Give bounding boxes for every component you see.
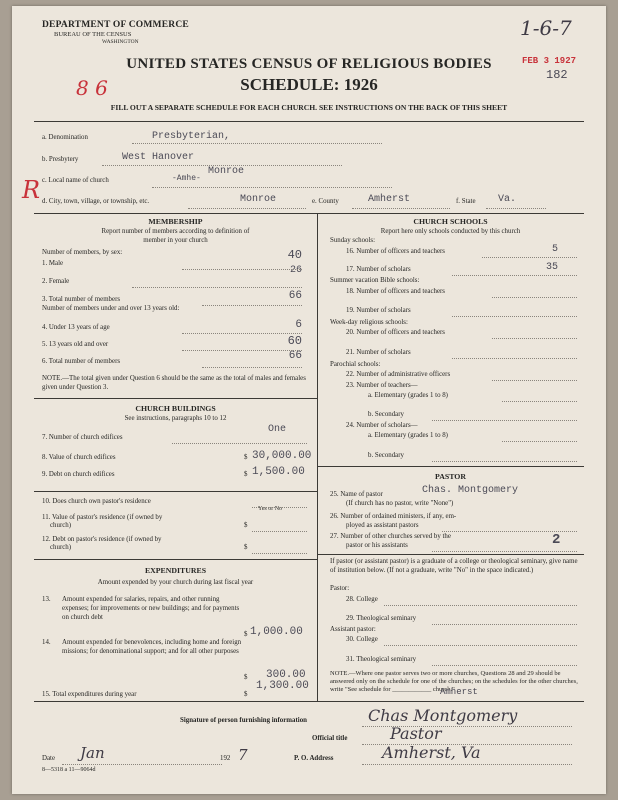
presbytery-label: b. Presbytery — [42, 156, 79, 163]
total-members-label: 3. Total number of members — [42, 296, 121, 303]
location-label: WASHINGTON — [102, 39, 139, 45]
denomination-value: Presbyterian, — [152, 131, 231, 142]
under-13-value: 6 — [295, 319, 302, 331]
membership-instruction-2: member in your church — [143, 237, 208, 244]
q26-label-2: ployed as assistant pastors — [346, 522, 419, 529]
benevolences-label: Amount expended for benevolences, including home and foreign missions; for denominational support; and for all other purposes — [62, 639, 242, 655]
sunday-schools-label: Sunday schools: — [330, 237, 375, 244]
signature-value: Chas Montgomery — [368, 706, 518, 725]
po-address-value: Amherst, Va — [382, 743, 481, 762]
yes-or-no-label: Yes or No — [258, 506, 283, 512]
q23-label: 23. Number of teachers— — [346, 382, 418, 389]
total-members-age-label: 6. Total number of members — [42, 358, 121, 365]
dollar-sign-14: $ — [244, 674, 248, 681]
q22-label: 22. Number of administrative officers — [346, 371, 451, 378]
year-prefix: 192 — [220, 755, 231, 762]
department-label: DEPARTMENT OF COMMERCE — [42, 20, 189, 30]
year-suffix: 7 — [238, 746, 248, 764]
q31-label: 31. Theological seminary — [346, 656, 417, 663]
denomination-label: a. Denomination — [42, 134, 88, 141]
county-label: e. County — [312, 198, 339, 205]
membership-note: NOTE.—The total given under Question 6 should be the same as the total of males and females given under Question 3. — [42, 375, 306, 391]
date-value: Jan — [80, 744, 105, 762]
summer-schools-label: Summer vacation Bible schools: — [330, 277, 420, 284]
dollar-sign-12: $ — [244, 544, 248, 551]
pastor-residence-label: 10. Does church own pastor's residence — [42, 498, 151, 505]
q16-value: 5 — [551, 244, 558, 255]
expenditures-instruction: Amount expended by your church during last fiscal year — [97, 579, 254, 586]
benevolences-amount: 300.00 — [266, 669, 306, 681]
church-schools-heading: CHURCH SCHOOLS — [413, 217, 488, 226]
debt-label: 9. Debt on church edifices — [42, 471, 115, 478]
salaries-number: 13. — [42, 596, 51, 603]
membership-heading: MEMBERSHIP — [148, 217, 203, 226]
dollar-sign-9: $ — [244, 471, 248, 478]
state-value: Va. — [498, 194, 517, 205]
graduate-instruction: If pastor (or assistant pastor) is a graduate of a college or theological seminary, give name of institution below. (If not a graduate, write "No" in the space indicated.) — [330, 558, 578, 574]
date-label: Date — [42, 755, 56, 762]
pastor-name: Chas. Montgomery — [422, 485, 519, 496]
signature-label: Signature of person furnishing information — [180, 717, 307, 724]
total-members-value: 66 — [288, 290, 302, 302]
edifices-value-amount: 30,000.00 — [252, 450, 312, 462]
debt-amount: 1,500.00 — [252, 466, 305, 478]
membership-age-label: Number of members under and over 13 years old: — [42, 305, 180, 312]
schedule-title: SCHEDULE: 1926 — [240, 75, 378, 94]
pastor-heading: PASTOR — [435, 472, 466, 481]
male-label: 1. Male — [42, 260, 64, 267]
residence-debt-label-2: church) — [50, 544, 72, 551]
over-13-label: 5. 13 years old and over — [42, 341, 109, 348]
struck-text: -Amhe- — [172, 174, 201, 183]
census-form — [12, 6, 606, 794]
q20-label: 20. Number of officers and teachers — [346, 329, 445, 336]
q24a-label: a. Elementary (grades 1 to 8) — [368, 432, 448, 439]
presbytery-value: West Hanover — [122, 152, 195, 163]
total-expenditures-label: 15. Total expenditures during year — [42, 691, 137, 698]
official-title-label: Official title — [312, 735, 348, 742]
edifices-value-label: 8. Value of church edifices — [42, 454, 116, 461]
instructions-banner: FILL OUT A SEPARATE SCHEDULE FOR EACH CHURCH. SEE INSTRUCTIONS ON THE BACK OF THIS SHEET — [110, 103, 508, 112]
total-members-age-value: 66 — [288, 350, 302, 362]
q17-label: 17. Number of scholars — [346, 266, 411, 273]
red-handwritten-number: 8 6 — [76, 76, 108, 100]
church-schools-instruction: Report here only schools conducted by this church — [380, 228, 521, 235]
pastor-note: NOTE.—Where one pastor serves two or more churches, Questions 28 and 29 should be answered only on the schedule for one of the churches; on the schedules for the other churches, write "See schedule for ____________ church." — [330, 670, 578, 693]
q21-label: 21. Number of scholars — [346, 349, 411, 356]
residence-debt-label: 12. Debt on pastor's residence (if owned by — [42, 536, 162, 543]
local-name-value: Monroe — [208, 166, 245, 177]
q16-label: 16. Number of officers and teachers — [346, 248, 445, 255]
membership-sex-label: Number of members, by sex: — [42, 249, 123, 256]
expenditures-heading: EXPENDITURES — [144, 566, 207, 575]
q27-label-2: pastor or his assistants — [346, 542, 408, 549]
over-13-value: 60 — [287, 334, 302, 348]
under-13-label: 4. Under 13 years of age — [42, 324, 110, 331]
state-label: f. State — [456, 198, 476, 205]
city-label: d. City, town, village, or township, etc. — [42, 198, 150, 205]
female-value: 26 — [289, 265, 302, 276]
q17-value: 35 — [545, 262, 558, 273]
local-name-label: c. Local name of church — [42, 177, 109, 184]
residence-value-label: 11. Value of pastor's residence (if owned by — [42, 514, 163, 521]
red-check-mark: R — [22, 176, 41, 204]
residence-value-label-2: church) — [50, 522, 72, 529]
po-address-label: P. O. Address — [294, 755, 334, 762]
male-value: 40 — [287, 248, 302, 262]
assistant-pastor-subheading: Assistant pastor: — [330, 626, 376, 633]
church-buildings-heading: CHURCH BUILDINGS — [135, 404, 216, 413]
church-buildings-instruction: See instructions, paragraphs 10 to 12 — [124, 415, 227, 422]
dollar-sign-8: $ — [244, 454, 248, 461]
dollar-sign-11: $ — [244, 522, 248, 529]
q28-label: 28. College — [346, 596, 378, 603]
total-expenditures-amount: 1,300.00 — [256, 680, 309, 692]
q27-label: 27. Number of other churches served by the — [330, 533, 451, 540]
female-label: 2. Female — [42, 278, 70, 285]
dollar-sign-15: $ — [244, 691, 248, 698]
q30-label: 30. College — [346, 636, 378, 643]
salaries-label: Amount expended for salaries, repairs, and other running expenses; for improvements or new buildings; and for payments on church debt — [62, 596, 240, 621]
edifices-label: 7. Number of church edifices — [42, 434, 123, 441]
edifices-value: One — [268, 424, 287, 435]
city-value: Monroe — [240, 194, 277, 205]
print-code: 8—5318 a 11—9064d — [42, 767, 96, 773]
salaries-amount: 1,000.00 — [250, 626, 303, 638]
q23b-label: b. Secondary — [368, 411, 404, 418]
q18-label: 18. Number of officers and teachers — [346, 288, 445, 295]
bureau-label: BUREAU OF THE CENSUS — [54, 31, 132, 38]
q19-label: 19. Number of scholars — [346, 307, 411, 314]
q25-note: (If church has no pastor, write "None") — [346, 500, 454, 507]
membership-instruction-1: Report number of members according to definition of — [101, 228, 250, 235]
parochial-schools-label: Parochial schools: — [330, 361, 381, 368]
q29-label: 29. Theological seminary — [346, 615, 417, 622]
top-right-code: 1-6-7 — [520, 16, 572, 40]
schedule-for-value: Amherst — [440, 687, 478, 697]
form-title: UNITED STATES CENSUS OF RELIGIOUS BODIES — [126, 56, 492, 72]
q24-label: 24. Number of scholars— — [346, 422, 418, 429]
q26-label: 26. Number of ordained ministers, if any, em- — [330, 513, 457, 520]
stamp-number: 182 — [546, 68, 568, 82]
official-title-value: Pastor — [390, 724, 442, 743]
q25-label: 25. Name of pastor — [330, 491, 383, 498]
county-value: Amherst — [368, 194, 411, 205]
q24b-label: b. Secondary — [368, 452, 404, 459]
received-stamp: FEB 3 1927 — [522, 56, 577, 66]
weekday-schools-label: Week-day religious schools: — [330, 319, 408, 326]
other-churches-value: 2 — [552, 532, 561, 548]
pastor-subheading: Pastor: — [330, 585, 350, 592]
dollar-sign-13: $ — [244, 631, 248, 638]
benevolences-number: 14. — [42, 639, 51, 646]
q23a-label: a. Elementary (grades 1 to 8) — [368, 392, 448, 399]
